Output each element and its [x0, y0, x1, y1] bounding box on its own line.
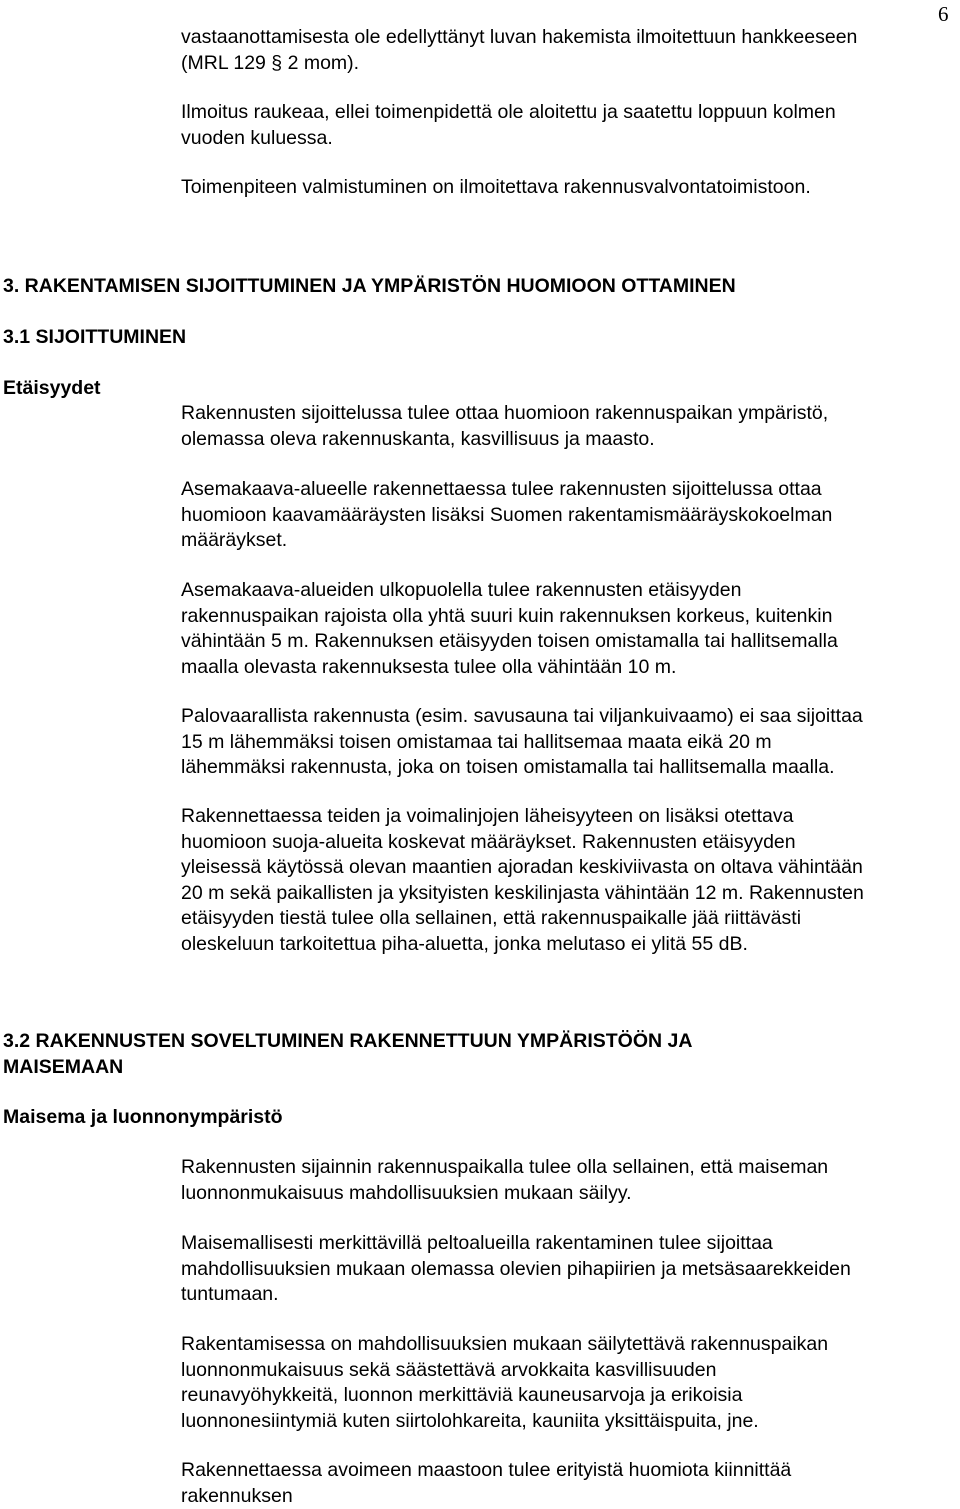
maisema-paragraph-1: [181, 1155, 960, 1206]
text-line: reunavyöhykkeitä, luonnon merkittäviä kauneusarvoja ja erikoisia: [181, 1383, 960, 1409]
text-line: vastaanottamisesta ole edellyttänyt luvan hakemista ilmoitettuun hankkeeseen: [181, 25, 960, 51]
section-3-1-heading: 3.1 SIJOITTUMINEN: [3, 325, 186, 351]
text-line: Rakentamisessa on mahdollisuuksien mukaan säilytettävä rakennuspaikan: [181, 1332, 960, 1358]
text-line: oleskeluun tarkoitettua piha-aluetta, jonka melutaso ei ylitä 55 dB.: [181, 932, 960, 958]
text-line: 20 m sekä paikallisten ja yksityisten keskilinjasta vähintään 12 m. Rakennusten: [181, 881, 960, 907]
text-line: Ilmoitus raukeaa, ellei toimenpidettä ole aloitettu ja saatettu loppuun kolmen: [181, 100, 960, 126]
page-number: 6: [938, 2, 949, 26]
intro-paragraph-3: [181, 175, 960, 201]
text-line: luonnonmukaisuus mahdollisuuksien mukaan säilyy.: [181, 1181, 960, 1207]
maisema-paragraph-4: [181, 1458, 960, 1509]
text-line: luonnonesiintymiä kuten siirtolohkareita, kauniita yksittäispuita, jne.: [181, 1409, 960, 1435]
section-3-heading: 3. RAKENTAMISEN SIJOITTUMINEN JA YMPÄRISTÖN HUOMIOON OTTAMINEN: [3, 274, 736, 300]
text-line: lähemmäksi rakennusta, joka on toisen omistamalla tai hallitsemalla maalla.: [181, 755, 960, 781]
text-line: Asemakaava-alueiden ulkopuolella tulee rakennusten etäisyyden: [181, 578, 960, 604]
text-line: olemassa oleva rakennuskanta, kasvillisuus ja maasto.: [181, 427, 960, 453]
text-line: Rakennettaessa avoimeen maastoon tulee erityistä huomiota kiinnittää: [181, 1458, 960, 1484]
etaisyydet-paragraph-2: [181, 477, 960, 554]
maisema-paragraph-3: [181, 1332, 960, 1434]
text-line: vuoden kuluessa.: [181, 126, 960, 152]
etaisyydet-paragraph-5: [181, 804, 960, 957]
text-line: Toimenpiteen valmistuminen on ilmoitettava rakennusvalvontatoimistoon.: [181, 175, 960, 201]
heading-line: MAISEMAAN: [3, 1055, 692, 1081]
text-line: Palovaarallista rakennusta (esim. savusauna tai viljankuivaamo) ei saa sijoittaa: [181, 704, 960, 730]
intro-paragraph-1: [181, 25, 960, 76]
text-line: rakennuspaikan rajoista olla yhtä suuri kuin rakennuksen korkeus, kuitenkin: [181, 604, 960, 630]
text-line: yleisessä käytössä olevan maantien ajoradan keskiviivasta on oltava vähintään: [181, 855, 960, 881]
text-line: mahdollisuuksien mukaan olemassa olevien pihapiirien ja metsäsaarekkeiden: [181, 1257, 960, 1283]
text-line: Maisemallisesti merkittävillä peltoalueilla rakentaminen tulee sijoittaa: [181, 1231, 960, 1257]
subheading-etaisyydet: Etäisyydet: [3, 376, 101, 402]
text-line: tuntumaan.: [181, 1282, 960, 1308]
text-line: maalla olevasta rakennuksesta tulee olla vähintään 10 m.: [181, 655, 960, 681]
text-line: Asemakaava-alueelle rakennettaessa tulee rakennusten sijoittelussa ottaa: [181, 477, 960, 503]
text-line: määräykset.: [181, 528, 960, 554]
maisema-paragraph-2: [181, 1231, 960, 1308]
text-line: huomioon kaavamääräysten lisäksi Suomen rakentamismääräyskokoelman: [181, 503, 960, 529]
subheading-maisema: Maisema ja luonnonympäristö: [3, 1105, 283, 1131]
section-3-2-heading: [3, 1029, 692, 1080]
heading-line: 3.2 RAKENNUSTEN SOVELTUMINEN RAKENNETTUUN YMPÄRISTÖÖN JA: [3, 1029, 692, 1055]
etaisyydet-paragraph-4: [181, 704, 960, 781]
text-line: huomioon suoja-alueita koskevat määräykset. Rakennusten etäisyyden: [181, 830, 960, 856]
text-line: Rakennettaessa teiden ja voimalinjojen läheisyyteen on lisäksi otettava: [181, 804, 960, 830]
text-line: Rakennusten sijoittelussa tulee ottaa huomioon rakennuspaikan ympäristö,: [181, 401, 960, 427]
etaisyydet-paragraph-1: [181, 401, 960, 452]
text-line: vähintään 5 m. Rakennuksen etäisyyden toisen omistamalla tai hallitsemalla: [181, 629, 960, 655]
text-line: 15 m lähemmäksi toisen omistamaa tai hallitsemaa maata eikä 20 m: [181, 730, 960, 756]
intro-paragraph-2: [181, 100, 960, 151]
text-line: rakennuksen: [181, 1484, 960, 1509]
text-line: (MRL 129 § 2 mom).: [181, 51, 960, 77]
text-line: Rakennusten sijainnin rakennuspaikalla tulee olla sellainen, että maiseman: [181, 1155, 960, 1181]
etaisyydet-paragraph-3: [181, 578, 960, 680]
text-line: etäisyyden tiestä tulee olla sellainen, että rakennuspaikalle jää riittävästi: [181, 906, 960, 932]
text-line: luonnonmukaisuus sekä säästettävä arvokkaita kasvillisuuden: [181, 1358, 960, 1384]
